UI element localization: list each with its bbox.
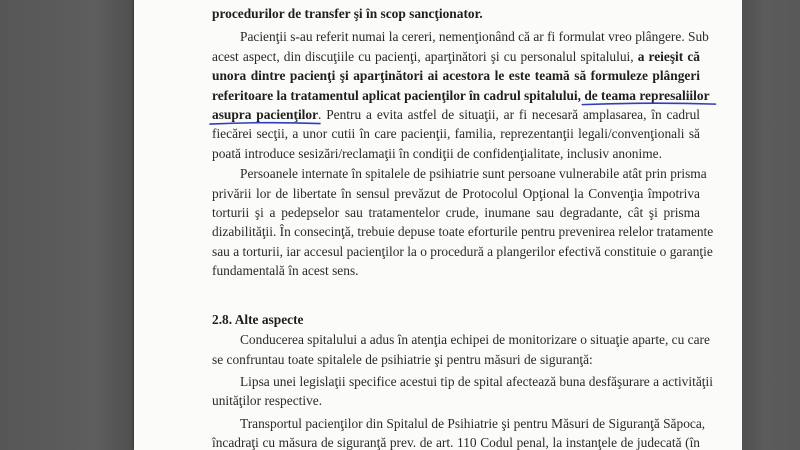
paragraph-legislation: [212, 372, 713, 411]
text-line: privării lor de libertate în sensul prevăzut de Protocolul Opţional la Convenţia împotriva: [212, 185, 700, 201]
text-line: Conducerea spitalului a adus în atenţia echipei de monitorizare o situaţie aparte, cu care: [240, 332, 710, 348]
text-line: dizabilităţii. În consecinţă, trebuie depuse toate eforturile pentru prevenirea relelor tratamente: [212, 224, 714, 240]
text-line: procedurilor de transfer şi în scop sancţionator.: [212, 6, 483, 21]
text-line: fiecărei secţii, a unor cutii în care pacienţii, familia, reprezentanţii legali/convenţionali să: [212, 126, 700, 142]
paragraph-complaints: [212, 27, 710, 163]
text-line: Lipsa unei legislaţii specifice acestui tip de spital afectează buna desfăşurare a activităţii: [240, 373, 713, 389]
paragraph-transport: [212, 414, 706, 450]
page-text: [212, 0, 714, 450]
text-line: se confruntau toate spitalele de psihiatrie şi pentru măsuri de siguranţă:: [212, 351, 593, 367]
text-line: asupra pacienţilor. Pentru a evita astfel de situaţii, ar fi necesară amplasarea, în cadrul: [212, 107, 700, 123]
underlined-phrase: asupra pacienţilor: [212, 107, 319, 123]
text-line: referitoare la tratamentul aplicat pacienţilor în cadrul spitalului, de teama represaliilor: [212, 87, 710, 103]
text-line: acest aspect, din discuţiile cu pacienţi, aparţinători şi cu personalul spitalului, a reieşit că: [212, 48, 700, 64]
text-line: Transportul pacienţilor din Spitalul de Psihiatrie şi pentru Măsuri de Siguranţă Săpoca,: [240, 415, 706, 431]
viewer-background-right: [742, 0, 800, 450]
text-line: Persoanele internate în spitalele de psihiatrie sunt persoane vulnerabile atât prin prisma: [240, 166, 707, 182]
text-line: unităţilor respective.: [212, 393, 323, 409]
text-line: fundamentală în acest sens.: [212, 263, 359, 279]
text-line: torturii şi a pedepselor sau tratamentelor crude, inumane sau degradante, cât şi prisma: [212, 205, 700, 221]
document-page: [134, 0, 742, 450]
text-line: încadraţi cu măsura de siguranţă prev. de art. 110 Codul penal, la instanţele de judecată (în: [212, 435, 700, 450]
paragraph-management: [212, 330, 710, 369]
text-line: poată introduce sesizări/reclamaţii în condiţii de confidenţialitate, inclusiv anonime.: [212, 145, 662, 161]
viewer-background-left: [0, 0, 134, 450]
text-line: Pacienţii s-au referit numai la cereri, nemenţionând că ar fi formulat vreo plângere. Sub: [240, 29, 709, 45]
section-heading-2-8: 2.8. Alte aspecte: [212, 311, 304, 327]
text-line: unora dintre pacienţi şi aparţinători ai acestora le este teamă să formuleze plângeri: [212, 68, 700, 84]
paragraph-vulnerable-persons: [212, 164, 714, 280]
text-line: sau a torturii, iar accesul pacienţilor la o procedură a plangerilor efectivă constituie o garanţie: [212, 243, 713, 259]
underlined-phrase: de teama represaliilor: [584, 87, 710, 103]
